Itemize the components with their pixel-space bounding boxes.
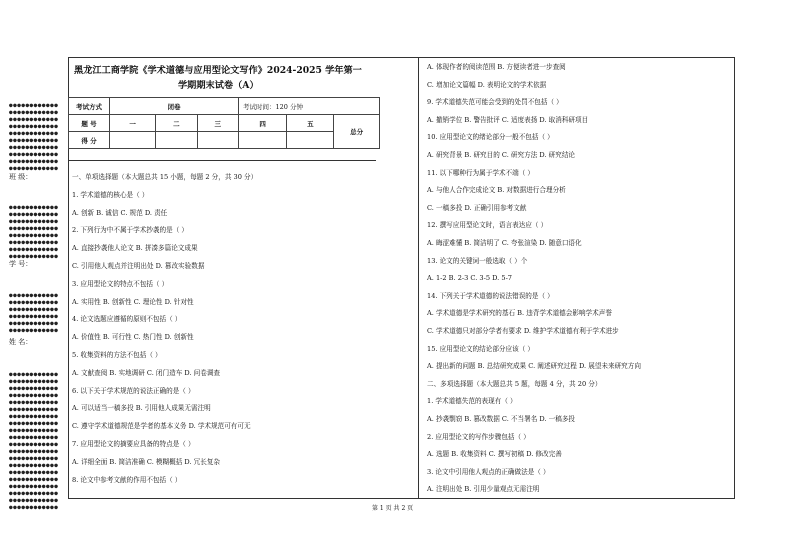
- right-line: 9. 学术道德失范可能会受到的处罚不包括（ ）: [427, 98, 563, 107]
- left-line: 5. 收集资料的方法不包括（ ）: [72, 351, 162, 359]
- score-cell-4[interactable]: [239, 132, 287, 149]
- left-line: A. 可以适当一稿多投 B. 引用他人成果无需注明: [72, 404, 211, 413]
- right-line: 11. 以下哪种行为属于学术不端（ ）: [427, 168, 534, 177]
- exam-method-value: 闭卷: [110, 98, 239, 115]
- section-1: 一: [110, 115, 156, 132]
- right-line: C. 学术道德只对部分学者有要求 D. 维护学术道德有利于学术进步: [427, 327, 619, 335]
- section-rule: [68, 160, 376, 161]
- right-line: A. 学术道德是学术研究的基石 B. 违背学术道德会影响学术声誉: [427, 309, 612, 318]
- exam-title-line2: 学期期末试卷（A）: [178, 80, 259, 91]
- question-no-label: 题 号: [69, 115, 110, 132]
- right-line: 2. 应用型论文的写作步骤包括（ ）: [427, 432, 530, 441]
- left-line: 7. 应用型论文的摘要应具备的特点是（ ）: [72, 440, 195, 448]
- right-line: A. 体现作者的阅读范围 B. 方便读者进一步查阅: [427, 63, 566, 71]
- score-cell-1[interactable]: [110, 132, 156, 149]
- left-line: A. 详细全面 B. 简洁准确 C. 模糊概括 D. 冗长复杂: [72, 457, 221, 466]
- left-line: A. 文献查阅 B. 实地调研 C. 闭门造车 D. 问卷调查: [72, 368, 221, 377]
- right-line: 3. 论文中引用他人观点的正确做法是（ ）: [427, 467, 550, 476]
- score-label: 得 分: [69, 132, 110, 149]
- right-line: A. 注明出处 B. 引用少量观点无需注明: [427, 485, 540, 494]
- right-line: A. 与他人合作完成论文 B. 对数据进行合理分析: [427, 186, 566, 195]
- student-id-label: 学 号：: [9, 260, 33, 268]
- right-line: 12. 撰写应用型论文时，语言表达应（ ）: [427, 221, 548, 230]
- score-table: [68, 97, 380, 149]
- right-line: 二、多项选择题（本大题总共 5 题，每题 4 分，共 20 分）: [427, 379, 602, 388]
- left-line: 8. 论文中参考文献的作用不包括（ ）: [72, 475, 182, 484]
- right-line: 10. 应用型论文的绪论部分一般不包括（ ）: [427, 133, 554, 142]
- right-line: A. 撤销学位 B. 警告批评 C. 适度表扬 D. 取消科研项目: [427, 115, 589, 124]
- right-line: 14. 下列关于学术道德的说法错误的是（ ）: [427, 291, 554, 300]
- binding-dots-3: ●●●●●●●●●●●● ●●●●●●●●●●●● ●●●●●●●●●●●● ●●●●●●●●●●●● ●●●●●●●●●●●● ●●●●●●●●●●●●: [9, 292, 59, 334]
- left-line: A. 价值性 B. 可行性 C. 热门性 D. 创新性: [72, 333, 194, 342]
- right-line: C. 一稿多投 D. 正确引用参考文献: [427, 203, 527, 212]
- exam-title-line1: 黑龙江工商学院《学术道德与应用型论文写作》2024-2025 学年第一: [74, 65, 362, 76]
- right-line: A. 选题 B. 收集资料 C. 撰写初稿 D. 修改完善: [427, 450, 562, 459]
- score-cell-3[interactable]: [197, 132, 238, 149]
- left-line: 3. 应用型论文的特点不包括（ ）: [72, 279, 169, 288]
- right-line: 1. 学术道德失范的表现有（ ）: [427, 397, 517, 406]
- class-label: 班 级：: [9, 173, 33, 181]
- exam-time: 考试时间：120 分钟: [239, 98, 380, 115]
- left-line: 4. 论文选题应遵循的原则不包括（ ）: [72, 315, 182, 324]
- left-line: A. 实用性 B. 创新性 C. 理论性 D. 针对性: [72, 297, 194, 306]
- left-line: C. 引用他人观点并注明出处 D. 篡改实验数据: [72, 262, 205, 270]
- total-label: 总分: [334, 115, 380, 149]
- right-line: A. 提出新的问题 B. 总结研究成果 C. 阐述研究过程 D. 展望未来研究方向: [427, 362, 641, 371]
- right-line: A. 1-2 B. 2-3 C. 3-5 D. 5-7: [427, 274, 512, 283]
- page-footer: 第 1 页 共 2 页: [372, 505, 414, 512]
- right-line: A. 晦涩难懂 B. 简洁明了 C. 夸张渲染 D. 随意口语化: [427, 239, 582, 247]
- score-cell-5[interactable]: [287, 132, 334, 149]
- binding-dots-top: ●●●●●●●●●●●● ●●●●●●●●●●●● ●●●●●●●●●●●● ●●●●●●●●●●●● ●●●●●●●●●●●● ●●●●●●●●●●●● ●●●●●●●●●●●● ●●●●●●●●●●●● ●●●●●●●●●●●● ●●●●●●●●●●●●: [9, 102, 59, 172]
- exam-method-label: 考试方式: [69, 98, 110, 115]
- section-2: 二: [156, 115, 197, 132]
- section-5: 五: [287, 115, 334, 132]
- binding-dots-bottom: ●●●●●●●●●●●● ●●●●●●●●●●●● ●●●●●●●●●●●● ●●●●●●●●●●●● ●●●●●●●●●●●● ●●●●●●●●●●●● ●●●●●●●●●●●● ●●●●●●●●●●●● ●●●●●●●●●●●● ●●●●●●●●●●●● ●●●●●●●●●●●● ●●●●●●●●●●●● ●●●●●●●●●●●● ●●●●●●●●●●●● ●●●●●●●●●●●● ●●●●●●●●●●●● ●●●●●●●●●●●● ●●●●●●●●●●●● ●●●●●●●●●●●● ●●●●●●●●●●●●: [9, 371, 59, 511]
- left-line: C. 遵守学术道德规范是学者的基本义务 D. 学术规范可有可无: [72, 422, 251, 431]
- right-line: 13. 论文的关键词一般选取（ ）个: [427, 256, 528, 265]
- right-line: A. 研究背景 B. 研究目的 C. 研究方法 D. 研究结论: [427, 151, 576, 159]
- left-line: 一、单项选择题（本大题总共 15 小题，每题 2 分，共 30 分）: [72, 173, 258, 181]
- binding-dots-2: ●●●●●●●●●●●● ●●●●●●●●●●●● ●●●●●●●●●●●● ●●●●●●●●●●●● ●●●●●●●●●●●● ●●●●●●●●●●●● ●●●●●●●●●●●● ●●●●●●●●●●●●: [9, 204, 59, 260]
- left-line: 6. 以下关于学术规范的说法正确的是（ ）: [72, 386, 195, 395]
- left-line: 1. 学术道德的核心是（ ）: [72, 190, 149, 199]
- right-line: 15. 应用型论文的结论部分应该（ ）: [427, 344, 534, 353]
- right-line: C. 增加论文篇幅 D. 表明论文的学术依据: [427, 80, 547, 89]
- column-divider: [418, 57, 419, 499]
- left-line: 2. 下列行为中不属于学术抄袭的是（ ）: [72, 226, 188, 235]
- section-4: 四: [239, 115, 287, 132]
- name-label: 姓 名：: [9, 338, 33, 346]
- section-3: 三: [197, 115, 238, 132]
- left-line: A. 创新 B. 诚信 C. 规范 D. 责任: [72, 208, 168, 217]
- right-line: A. 抄袭剽窃 B. 篡改数据 C. 不当署名 D. 一稿多投: [427, 415, 576, 423]
- score-cell-2[interactable]: [156, 132, 197, 149]
- left-line: A. 直接抄袭他人论文 B. 拼凑多篇论文成果: [72, 244, 198, 253]
